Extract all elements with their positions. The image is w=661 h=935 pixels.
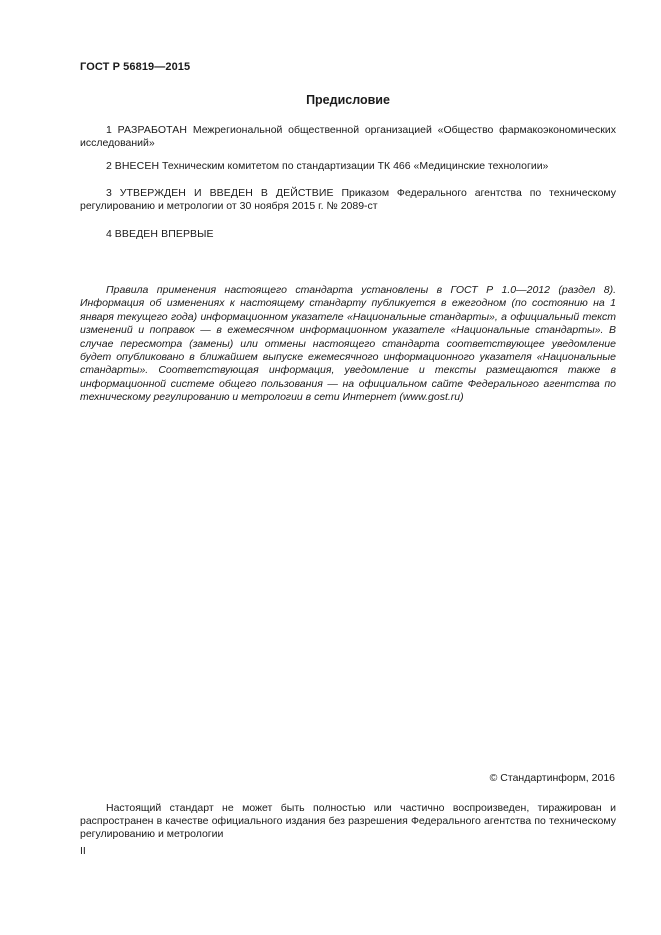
preface-item-2	[80, 160, 616, 173]
item-number: 3	[106, 187, 112, 199]
item-text: Приказом Федерального агентства по техническому регулированию и метрологии от 30 ноября 2015 г. № 2089-ст	[80, 187, 616, 212]
preface-item-3	[80, 187, 616, 213]
item-lead: ВНЕСЕН	[114, 160, 160, 172]
item-number: 1	[106, 124, 112, 136]
item-text: Техническим комитетом по стандартизации ТК 466 «Медицинские технологии»	[162, 160, 549, 172]
item-lead: ВВЕДЕН ВПЕРВЫЕ	[114, 228, 214, 240]
page-number: II	[80, 845, 86, 857]
item-lead: РАЗРАБОТАН	[117, 124, 188, 136]
preface-item-4	[80, 228, 616, 241]
item-text: Межрегиональной общественной организацией «Общество фармакоэкономических исследований»	[80, 124, 616, 149]
preface-item-1	[80, 124, 616, 150]
copyright-line: © Стандартинформ, 2016	[489, 772, 615, 784]
document-code: ГОСТ Р 56819—2015	[80, 61, 191, 73]
preface-title: Предисловие	[306, 93, 390, 107]
item-number: 2	[106, 160, 112, 172]
item-number: 4	[106, 228, 112, 240]
standard-usage-notice: Правила применения настоящего стандарта установлены в ГОСТ Р 1.0—2012 (раздел 8). Информация об изменениях к настоящему стандарту публикуется в ежегодном (по состоянию на 1 января текущего года) информационном указателе «Национальные стандарты», а официальный текст изменений и поправок — в ежемесячном информационном указателе «Национальные стандарты». В случае пересмотра (замены) или отмены настоящего стандарта соответствующее уведомление будет опубликовано в ближайшем выпуске ежемесячного информационного указателя «Национальные стандарты». Соответствующая информация, уведомление и тексты размещаются также в информационной системе общего пользования — на официальном сайте Федерального агентства по техническому регулированию и метрологии в сети Интернет (www.gost.ru)	[80, 284, 616, 404]
item-lead: УТВЕРЖДЕН И ВВЕДЕН В ДЕЙСТВИЕ	[119, 187, 334, 199]
reproduction-notice: Настоящий стандарт не может быть полностью или частично воспроизведен, тиражирован и распространен в качестве официального издания без разрешения Федерального агентства по техническому регулированию и метрологии	[80, 802, 616, 840]
